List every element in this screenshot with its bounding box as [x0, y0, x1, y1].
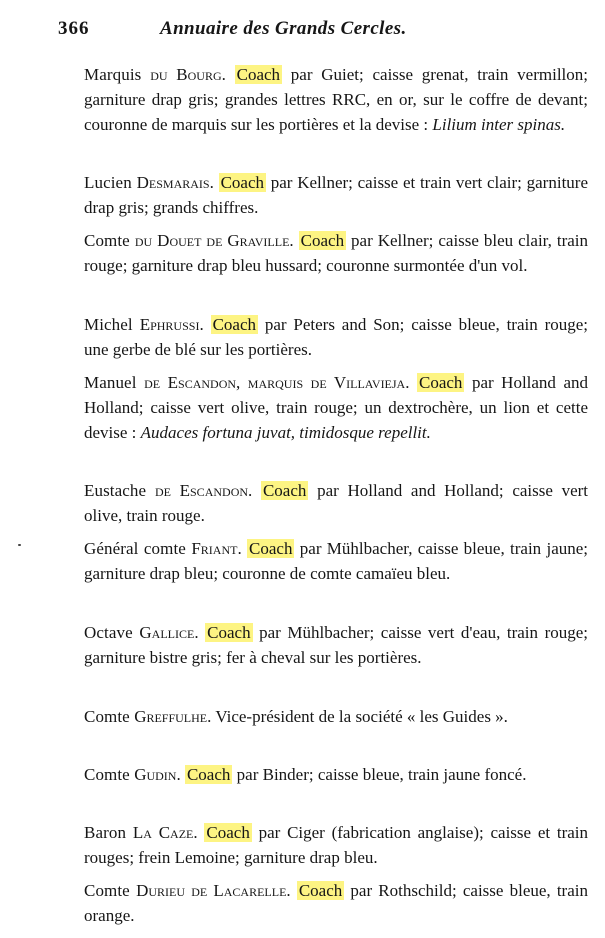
- entry-surname: du Douet de Graville.: [134, 231, 294, 250]
- entry-surname: Durieu de Lacarelle.: [136, 881, 291, 900]
- entry-motto: Audaces fortuna juvat, timidosque repellit.: [140, 423, 431, 442]
- entry-douet-de-graville: Comte du Douet de Graville. Coach par Kellner; caisse bleu clair, train rouge; garniture drap bleu hussard; couronne surmontée d'un vol.: [84, 231, 589, 275]
- coach-highlight: Coach: [212, 315, 256, 334]
- entry-text: par Holland and Holland; caisse vert olive, train rouge.: [84, 481, 589, 525]
- entry-surname: Gudin.: [134, 765, 181, 784]
- entry-du-bourg: Marquis du Bourg. Coach par Guiet; caisse grenat, train vermillon; garniture drap gris; grandes lettres RRC, en or, sur le coffre de devant; couronne de marquis sur les portières et la devise : Lilium inter spinas.: [84, 65, 588, 134]
- coach-highlight: Coach: [236, 65, 281, 84]
- entry-friant: Général comte Friant. Coach par Mühlbacher, caisse bleue, train jaune; garniture drap bleu; couronne de comte camaïeu bleu.: [84, 539, 589, 583]
- entry-text: par Kellner; caisse bleu clair, train rouge; garniture drap bleu hussard; couronne surmontée d'un vol.: [84, 231, 589, 275]
- entry-surname: Friant.: [191, 539, 242, 558]
- entry-text: par Ciger (fabrication anglaise); caisse et train rouges; frein Lemoine; garniture drap bleu.: [84, 823, 589, 867]
- entry-ephrussi: Michel Ephrussi. Coach par Peters and Son; caisse bleue, train rouge; une gerbe de blé sur les portières.: [84, 315, 588, 359]
- entry-text: par Peters and Son; caisse bleue, train rouge; une gerbe de blé sur les portières.: [84, 315, 588, 359]
- entry-desmarais: Lucien Desmarais. Coach par Kellner; caisse et train vert clair; garniture drap gris; grands chiffres.: [84, 173, 588, 217]
- page-header: [0, 18, 605, 48]
- entry-surname: Gallice.: [139, 623, 199, 642]
- coach-highlight: Coach: [186, 765, 231, 784]
- coach-highlight: Coach: [207, 623, 251, 642]
- coach-highlight: Coach: [419, 373, 463, 392]
- coach-highlight: Coach: [220, 173, 265, 192]
- entry-text: Vice-président de la société « les Guides ».: [211, 707, 508, 726]
- entry-greffulhe: Comte Greffulhe. Vice-président de la société « les Guides ».: [84, 707, 508, 726]
- entry-surname: Greffulhe.: [134, 707, 212, 726]
- entry-eustache-de-escandon: Eustache de Escandon. Coach par Holland and Holland; caisse vert olive, train rouge.: [84, 481, 589, 525]
- entry-gudin: Comte Gudin. Coach par Binder; caisse bleue, train jaune foncé.: [84, 765, 527, 784]
- entry-gallice: Octave Gallice. Coach par Mühlbacher; caisse vert d'eau, train rouge; garniture bistre gris; fer à cheval sur les portières.: [84, 623, 589, 667]
- entry-la-caze: Baron La Caze. Coach par Ciger (fabrication anglaise); caisse et train rouges; frein Lemoine; garniture drap bleu.: [84, 823, 589, 867]
- coach-highlight: Coach: [262, 481, 307, 500]
- entry-text: par Holland and Holland; caisse vert olive, train rouge; un dextrochère, un lion et cette devise :: [84, 373, 588, 442]
- entry-surname: Ephrussi.: [139, 315, 204, 334]
- entry-surname: La Caze.: [132, 823, 198, 842]
- entry-text: par Guiet; caisse grenat, train vermillon; garniture drap gris; grandes lettres RRC, en or, sur le coffre de devant; couronne de marquis sur les portières et la devise :: [84, 65, 588, 134]
- entry-text: par Rothschild; caisse bleue, train orange.: [84, 881, 588, 925]
- entry-manuel-de-escandon: Manuel de Escandon, marquis de Villavieja. Coach par Holland and Holland; caisse vert olive, train rouge; un dextrochère, un lion et cette devise : Audaces fortuna juvat, timidosque repellit.: [84, 373, 588, 442]
- entry-text: par Mühlbacher, caisse bleue, train jaune; garniture drap bleu; couronne de comte camaïeu bleu.: [84, 539, 589, 583]
- entry-text: par Mühlbacher; caisse vert d'eau, train rouge; garniture bistre gris; fer à cheval sur les portières.: [84, 623, 589, 667]
- running-title: Annuaire des Grands Cercles.: [160, 18, 407, 39]
- entry-durieu-de-lacarelle: Comte Durieu de Lacarelle. Coach par Rothschild; caisse bleue, train orange.: [84, 881, 588, 925]
- entry-motto: Lilium inter spinas.: [432, 115, 566, 134]
- coach-highlight: Coach: [206, 823, 250, 842]
- entry-text: par Binder; caisse bleue, train jaune foncé.: [232, 765, 527, 784]
- entry-text: par Kellner; caisse et train vert clair; garniture drap gris; grands chiffres.: [84, 173, 588, 217]
- ink-speck: [18, 544, 21, 546]
- entry-surname: Desmarais.: [136, 173, 214, 192]
- entry-surname: du Bourg.: [150, 65, 226, 84]
- page-number: 366: [58, 18, 90, 39]
- entry-surname: de Escandon.: [154, 481, 253, 500]
- coach-highlight: Coach: [249, 539, 293, 558]
- entry-surname: de Escandon, marquis de Villavieja.: [144, 373, 410, 392]
- coach-highlight: Coach: [300, 231, 345, 250]
- coach-highlight: Coach: [298, 881, 343, 900]
